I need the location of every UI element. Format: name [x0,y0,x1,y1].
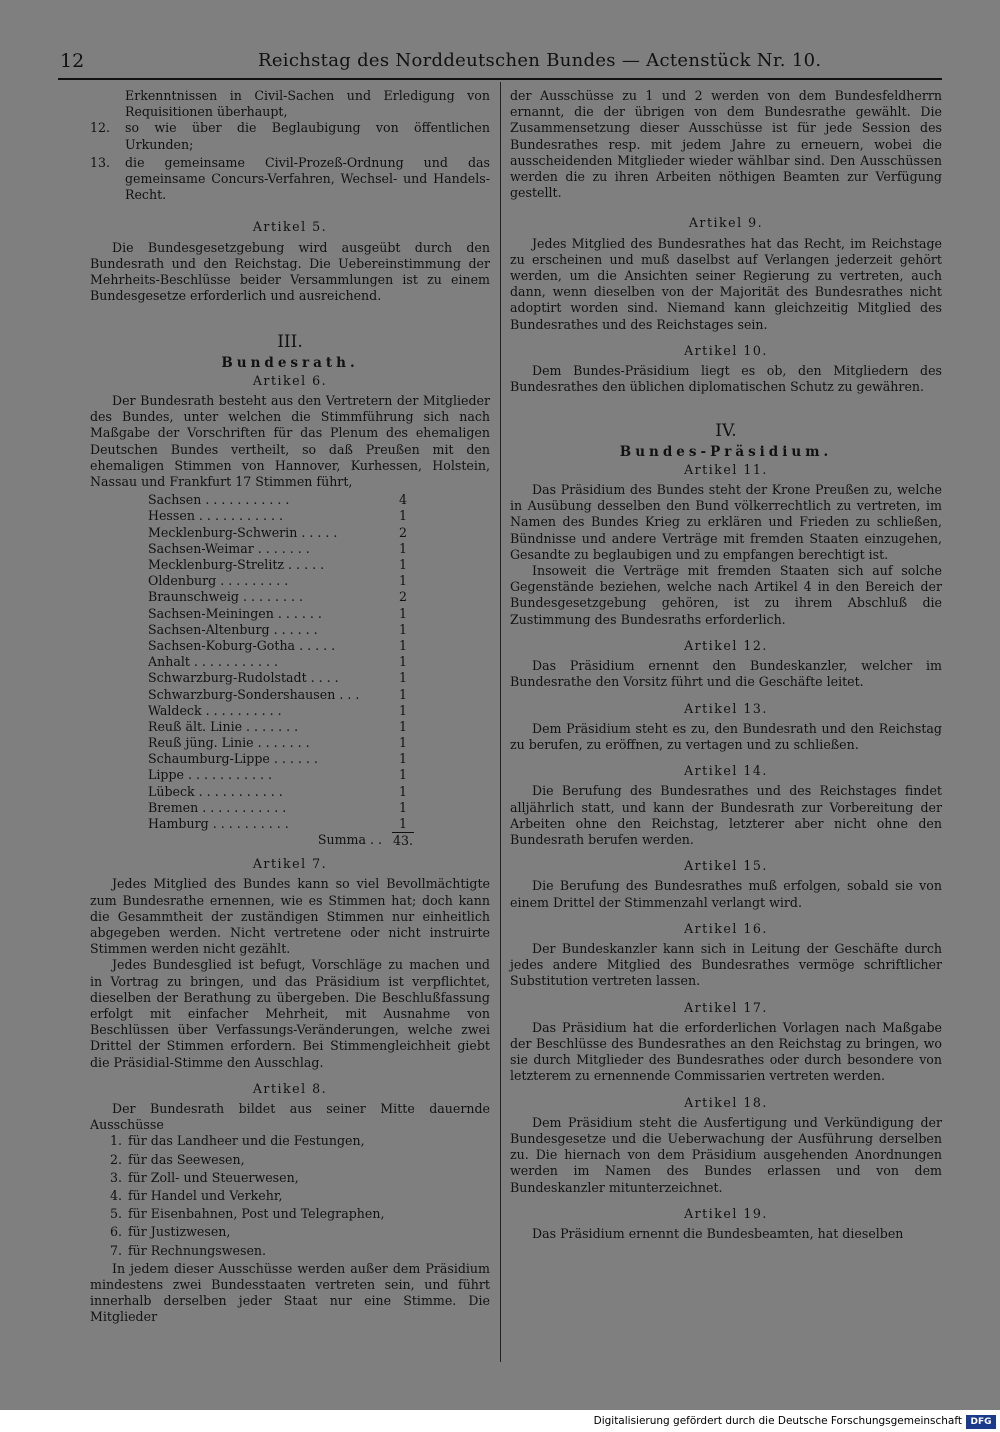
state-name: Lippe . . . . . . . . . . . [148,767,273,783]
item-number: 3. [109,1169,122,1185]
list-item [94,1170,490,1186]
state-name: Sachsen-Koburg-Gotha . . . . . [148,637,336,653]
article-text: In jedem dieser Ausschüsse werden außer dem Präsidium mindestens zwei Bundesstaaten vertreten sein, und führt innerhalb derselben jeder Staat nur eine Stimme. Die Mitglieder [90,1260,490,1325]
votes-sum-row [148,832,414,850]
article-text: Das Präsidium hat die erforderlichen Vorlagen nach Maßgabe der Beschlüsse des Bundesrathes an den Reichstag zu bringen, wo sie durch Mitglieder des Bundesrathes oder durch besondere von letzterem zu ernennende Commissarien vertreten werden. [510,1019,942,1084]
votes-row [148,508,414,524]
item-text: die gemeinsame Civil-Prozeß-Ordnung und das gemeinsame Concurs-Verfahren, Wechsel- und Handels-Recht. [125,154,490,203]
item-number: 1. [109,1133,122,1149]
votes-row [148,687,414,703]
continuation-text: Erkenntnissen in Civil-Sachen und Erledigung von Requisitionen überhaupt, [125,88,490,120]
vote-count: 1 [398,767,407,783]
vote-count: 1 [398,621,407,637]
state-name: Hamburg . . . . . . . . . . [148,816,289,832]
votes-row [148,816,414,832]
header-rule [58,78,942,80]
sum-label: Summa . . [317,832,382,848]
article-text: Dem Präsidium steht es zu, den Bundesrath und den Reichstag zu berufen, zu eröffnen, zu vertagen und zu schließen. [510,720,942,752]
state-name: Schaumburg-Lippe . . . . . . [148,751,318,767]
item-number: 2. [109,1151,122,1167]
item-text: für Zoll- und Steuerwesen, [128,1169,299,1185]
state-name: Anhalt . . . . . . . . . . . [148,654,278,670]
article-text: Die Berufung des Bundesrathes muß erfolgen, sobald sie von einem Drittel der Stimmenzahl verlangt wird. [510,878,942,910]
left-column [90,88,490,1326]
committee-list [94,1133,490,1258]
votes-row [148,589,414,605]
votes-row [148,492,414,508]
votes-row [148,800,414,816]
item-text: so wie über die Beglaubigung von öffentlichen Urkunden; [125,120,490,152]
list-item [90,155,490,204]
article-heading: Artikel 5. [252,219,328,235]
article-heading: Artikel 18. [684,1094,768,1110]
vote-count: 1 [398,735,407,751]
state-name: Sachsen-Meiningen . . . . . . [148,605,322,621]
page-number: 12 [60,50,85,72]
list-item [94,1152,490,1168]
item-text: für Rechnungswesen. [128,1242,267,1258]
vote-count: 1 [398,557,407,573]
list-item [90,120,490,152]
vote-count: 1 [398,783,407,799]
vote-count: 1 [398,686,407,702]
state-name: Waldeck . . . . . . . . . . [148,702,282,718]
votes-row [148,525,414,541]
dfg-logo: DFG [966,1415,996,1429]
state-name: Bremen . . . . . . . . . . . [148,799,287,815]
article-text: Dem Präsidium steht die Ausfertigung und Verkündigung der Bundesgesetze und die Ueberwachung der Ausführung derselben zu. Die hiernach von dem Präsidium ausgehenden Anordnungen werden im Namen des Bundes erlassen und von dem Bundeskanzler mitunterzeichnet. [510,1114,942,1195]
state-name: Reuß ält. Linie . . . . . . . [148,718,299,734]
votes-row [148,784,414,800]
votes-row [148,719,414,735]
article-heading: Artikel 8. [252,1080,328,1096]
votes-row [148,638,414,654]
continuation-text: der Ausschüsse zu 1 und 2 werden von dem Bundesfeldherrn ernannt, die der übrigen von dem Bundesrathe gewählt. Die Zusammensetzung dieser Ausschüsse ist für jede Session des Bundesrathes resp. mit jedem Jahre zu erneuern, wobei die ausscheidenden Mitglieder wieder wählbar sind. Den Ausschüssen werden die zu ihren Arbeiten nöthigen Beamten zur Verfügung gestellt. [510,88,942,201]
article-heading: Artikel 7. [252,856,328,872]
article-heading: Artikel 10. [684,342,768,358]
item-text: für das Seewesen, [128,1151,245,1167]
article-text: Das Präsidium ernennt den Bundeskanzler, welcher im Bundesrathe den Vorsitz führt und die Geschäfte leitet. [510,658,942,690]
votes-row [148,622,414,638]
state-name: Schwarzburg-Sondershausen . . . [148,686,360,702]
article-heading: Artikel 19. [684,1205,768,1221]
funding-credit: Digitalisierung gefördert durch die Deutsche Forschungsgemeinschaft [593,1415,962,1427]
vote-count: 1 [398,508,407,524]
page-header [58,50,942,76]
article-text: Insoweit die Verträge mit fremden Staaten sich auf solche Gegenstände beziehen, welche nach Artikel 4 in den Bereich der Bundesgesetzgebung gehören, ist zu ihrem Abschluß die Zustimmung des Bundesraths erforderlich. [510,563,942,627]
votes-row [148,557,414,573]
votes-row [148,541,414,557]
vote-count: 1 [398,654,407,670]
right-column [510,88,942,1242]
section-title: Bundesrath. [221,354,359,371]
article-text: Der Bundesrath besteht aus den Vertretern der Mitglieder des Bundes, unter welchen die Stimmführung sich nach Maßgabe der Vorschriften für das Plenum des ehemaligen Deutschen Bundes vertheilt, so daß Preußen mit den ehemaligen Stimmen von Hannover, Kurhessen, Holstein, Nassau und Frankfurt 17 Stimmen führt, [90,393,490,490]
sum-value: 43. [392,833,414,849]
article-heading: Artikel 17. [684,999,768,1015]
article-heading: Artikel 11. [684,461,768,477]
state-name: Schwarzburg-Rudolstadt . . . . [148,670,339,686]
state-name: Mecklenburg-Strelitz . . . . . [148,557,325,573]
article-text: Das Präsidium des Bundes steht der Krone Preußen zu, welche in Ausübung desselben den Bund völkerrechtlich zu vertreten, im Namen des Bundes Krieg zu erklären und Frieden zu schließen, Bündnisse und andere Verträge mit fremden Staaten einzugehen, Gesandte zu beglaubigen und zu empfangen berechtigt ist. [510,482,942,562]
vote-count: 4 [398,492,407,508]
item-number: 13. [90,154,111,170]
item-text: für das Landheer und die Festungen, [128,1133,365,1149]
list-item [94,1243,490,1259]
footer-bar [0,1414,1000,1432]
section-number: III. [277,332,303,353]
state-name: Mecklenburg-Schwerin . . . . . [148,524,338,540]
article-text: Der Bundesrath bildet aus seiner Mitte dauernde Ausschüsse [90,1101,490,1133]
state-name: Oldenburg . . . . . . . . . [148,573,289,589]
article-text: Die Berufung des Bundesrathes und des Reichstages findet alljährlich statt, und kann der Bundesrath zur Vorbereitung der Arbeiten ohne den Reichstag, letzterer aber nicht ohne den Bundesrath berufen werden. [510,783,942,847]
vote-count: 1 [398,605,407,621]
item-text: für Justizwesen, [128,1224,231,1240]
article-heading: Artikel 16. [684,920,768,936]
article-text: Das Präsidium ernennt die Bundesbeamten, hat dieselben [532,1225,904,1241]
section-number: IV. [715,421,737,442]
item-number: 5. [109,1206,122,1222]
state-name: Hessen . . . . . . . . . . . [148,508,283,524]
item-text: für Eisenbahnen, Post und Telegraphen, [128,1206,385,1222]
column-divider [500,82,501,1362]
votes-row [148,654,414,670]
vote-count: 1 [398,718,407,734]
running-title: Reichstag des Norddeutschen Bundes — Actenstück Nr. 10. [258,50,822,71]
list-item [94,1224,490,1240]
votes-table [148,492,414,850]
article-heading: Artikel 15. [684,858,768,874]
item-number: 6. [109,1224,122,1240]
list-item [94,1188,490,1204]
state-name: Braunschweig . . . . . . . . [148,589,304,605]
vote-count: 2 [398,589,407,605]
article-heading: Artikel 13. [684,700,768,716]
vote-count: 1 [398,702,407,718]
item-number: 12. [90,120,111,136]
vote-count: 1 [398,799,407,815]
article-text: Der Bundeskanzler kann sich in Leitung der Geschäfte durch jedes andere Mitglied des Bundesrathes vermöge schriftlicher Substitution vertreten lassen. [510,940,942,989]
state-name: Sachsen-Altenburg . . . . . . [148,621,318,637]
article-text: Jedes Mitglied des Bundesrathes hat das Recht, im Reichstage zu erscheinen und muß daselbst auf Verlangen jederzeit gehört werden, um die Ansichten seiner Regierung zu vertreten, auch dann, wenn dieselben von der Majorität des Bundesrathes nicht adoptirt worden sind. Niemand kann gleichzeitig Mitglied des Bundesrathes und des Reichstages sein. [510,235,942,332]
votes-row [148,606,414,622]
article-heading: Artikel 14. [684,763,768,779]
votes-row [148,703,414,719]
article-text: Jedes Bundesglied ist befugt, Vorschläge zu machen und in Vortrag zu bringen, und das Präsidium ist verpflichtet, dieselben der Berathung zu übergeben. Die Beschlußfassung erfolgt mit einfacher Mehrheit, mit Ausnahme von Beschlüssen über Verfassungs-Veränderungen, welche zwei Drittel der Stimmen erfordern. Bei Stimmengleichheit giebt die Präsidial-Stimme den Ausschlag. [90,957,490,1070]
state-name: Sachsen-Weimar . . . . . . . [148,540,310,556]
list-item [94,1133,490,1149]
vote-count: 1 [398,816,407,832]
vote-count: 2 [398,524,407,540]
state-name: Reuß jüng. Linie . . . . . . . [148,735,310,751]
section-title: Bundes-Präsidium. [619,443,833,460]
article-text: Die Bundesgesetzgebung wird ausgeübt durch den Bundesrath und den Reichstag. Die Uebereinstimmung der Mehrheits-Beschlüsse beider Versammlungen ist zu einem Bundesgesetze erforderlich und ausreichend. [90,239,490,304]
votes-row [148,767,414,783]
article-text: Dem Bundes-Präsidium liegt es ob, den Mitgliedern des Bundesrathes den üblichen diplomatischen Schutz zu gewähren. [510,363,942,395]
vote-count: 1 [398,670,407,686]
vote-count: 1 [398,540,407,556]
vote-count: 1 [398,751,407,767]
votes-row [148,670,414,686]
votes-row [148,751,414,767]
article-heading: Artikel 12. [684,637,768,653]
article-heading: Artikel 6. [252,372,328,388]
state-name: Sachsen . . . . . . . . . . . [148,492,290,508]
vote-count: 1 [398,637,407,653]
item-text: für Handel und Verkehr, [128,1188,283,1204]
vote-count: 1 [398,573,407,589]
item-number: 7. [109,1242,122,1258]
state-name: Lübeck . . . . . . . . . . . [148,783,283,799]
article-text: Jedes Mitglied des Bundes kann so viel Bevollmächtigte zum Bundesrathe ernennen, wie es Stimmen hat; doch kann die Gesammtheit der zuständigen Stimmen nur einheitlich abgegeben werden. Nicht vertretene oder nicht instruirte Stimmen werden nicht gezählt. [90,876,490,957]
votes-row [148,735,414,751]
votes-row [148,573,414,589]
item-number: 4. [109,1188,122,1204]
list-item [94,1206,490,1222]
article-heading: Artikel 9. [688,215,764,231]
